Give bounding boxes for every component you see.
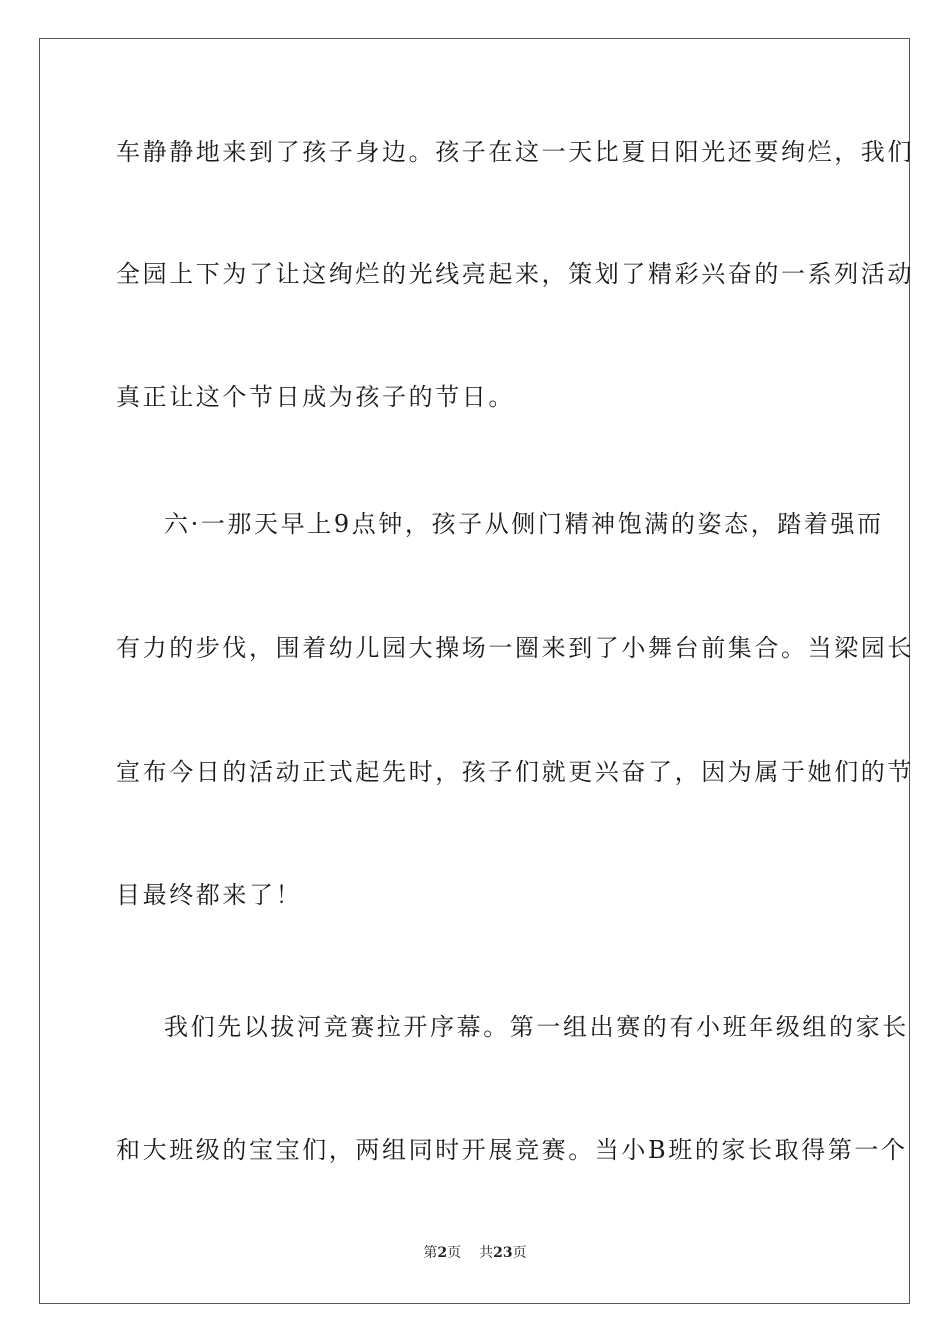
text-line: 车静静地来到了孩子身边。孩子在这一天比夏日阳光还要绚烂，我们 [116, 138, 914, 166]
text-line: 真正让这个节日成为孩子的节日。 [116, 383, 515, 411]
text-line: 全园上下为了让这绚烂的光线亮起来，策划了精彩兴奋的一系列活动 [116, 260, 914, 288]
text-line: 我们先以拔河竞赛拉开序幕。第一组出赛的有小班年级组的家长 [164, 1013, 909, 1041]
text-line: 有力的步伐，围着幼儿园大操场一圈来到了小舞台前集合。当梁园长 [116, 634, 914, 662]
page-footer [0, 1244, 950, 1262]
page-number: 2 [437, 1245, 448, 1261]
text-line: 目最终都来了！ [116, 881, 303, 909]
page-border [39, 38, 914, 1304]
page-prefix: 第 [423, 1245, 438, 1261]
total-pages: 23 [493, 1245, 513, 1261]
text-line: 六·一那天早上9点钟，孩子从侧门精神饱满的姿态，踏着强而 [164, 510, 884, 538]
text-line: 和大班级的宝宝们，两组同时开展竞赛。当小B班的家长取得第一个 [116, 1136, 908, 1164]
text-line: 宣布今日的活动正式起先时，孩子们就更兴奋了，因为属于她们的节 [116, 758, 914, 786]
total-suffix: 页 [512, 1245, 527, 1261]
page-suffix: 页 [447, 1245, 462, 1261]
total-prefix: 共 [479, 1245, 494, 1261]
